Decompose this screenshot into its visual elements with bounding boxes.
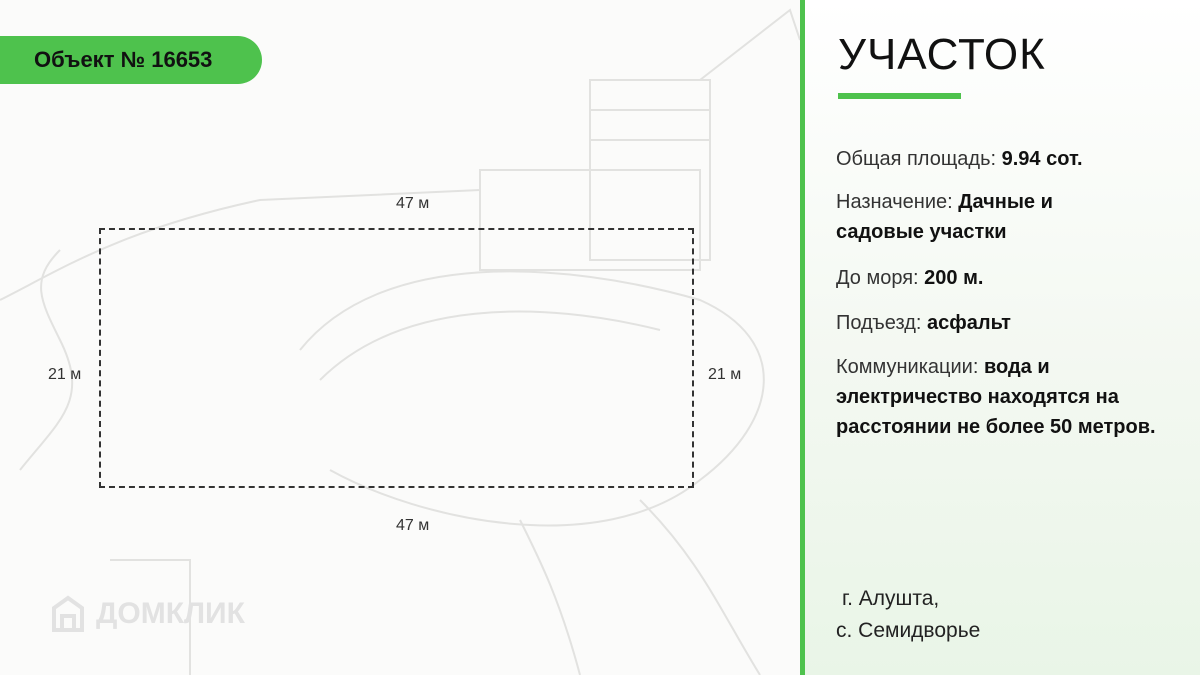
- address-village: с. Семидворье: [836, 619, 981, 642]
- plot-bottom-length: 47 м: [396, 517, 430, 534]
- fact-purpose-value: Дачные и садовые участки: [836, 191, 1053, 243]
- fact-sea-distance-value: 200 м.: [924, 267, 984, 289]
- fact-area: [836, 144, 1186, 174]
- fact-utilities: [836, 352, 1181, 442]
- panel-title: УЧАСТОК: [838, 30, 1046, 79]
- object-number-badge: [0, 36, 262, 84]
- fact-area-label: Общая площадь:: [836, 148, 997, 170]
- plot-outline: [99, 228, 694, 488]
- fact-sea-distance: [836, 263, 1186, 293]
- fact-access-road: [836, 308, 1186, 338]
- fact-purpose: [836, 187, 1106, 247]
- plot-top-length: 47 м: [396, 195, 430, 212]
- fact-purpose-label: Назначение:: [836, 191, 953, 213]
- address-city: г. Алушта,: [842, 587, 940, 610]
- fact-sea-distance-label: До моря:: [836, 267, 919, 289]
- plot-left-width: 21 м: [48, 366, 82, 383]
- title-accent-bar: [838, 93, 961, 99]
- fact-access-road-label: Подъезд:: [836, 312, 922, 334]
- fact-utilities-value: вода и электричество находятся на расстоянии не более 50 метров.: [836, 356, 1156, 438]
- fact-utilities-label: Коммуникации:: [836, 356, 979, 378]
- watermark: [48, 594, 245, 634]
- fact-area-value: 9.94 сот.: [1001, 148, 1083, 170]
- fact-access-road-value: асфальт: [927, 312, 1011, 334]
- watermark-text: ДОМКЛИК: [96, 597, 245, 630]
- house-icon: [48, 594, 88, 634]
- plot-right-width: 21 м: [708, 366, 742, 383]
- address: [836, 583, 980, 647]
- object-number-label: Объект № 16653: [34, 47, 213, 72]
